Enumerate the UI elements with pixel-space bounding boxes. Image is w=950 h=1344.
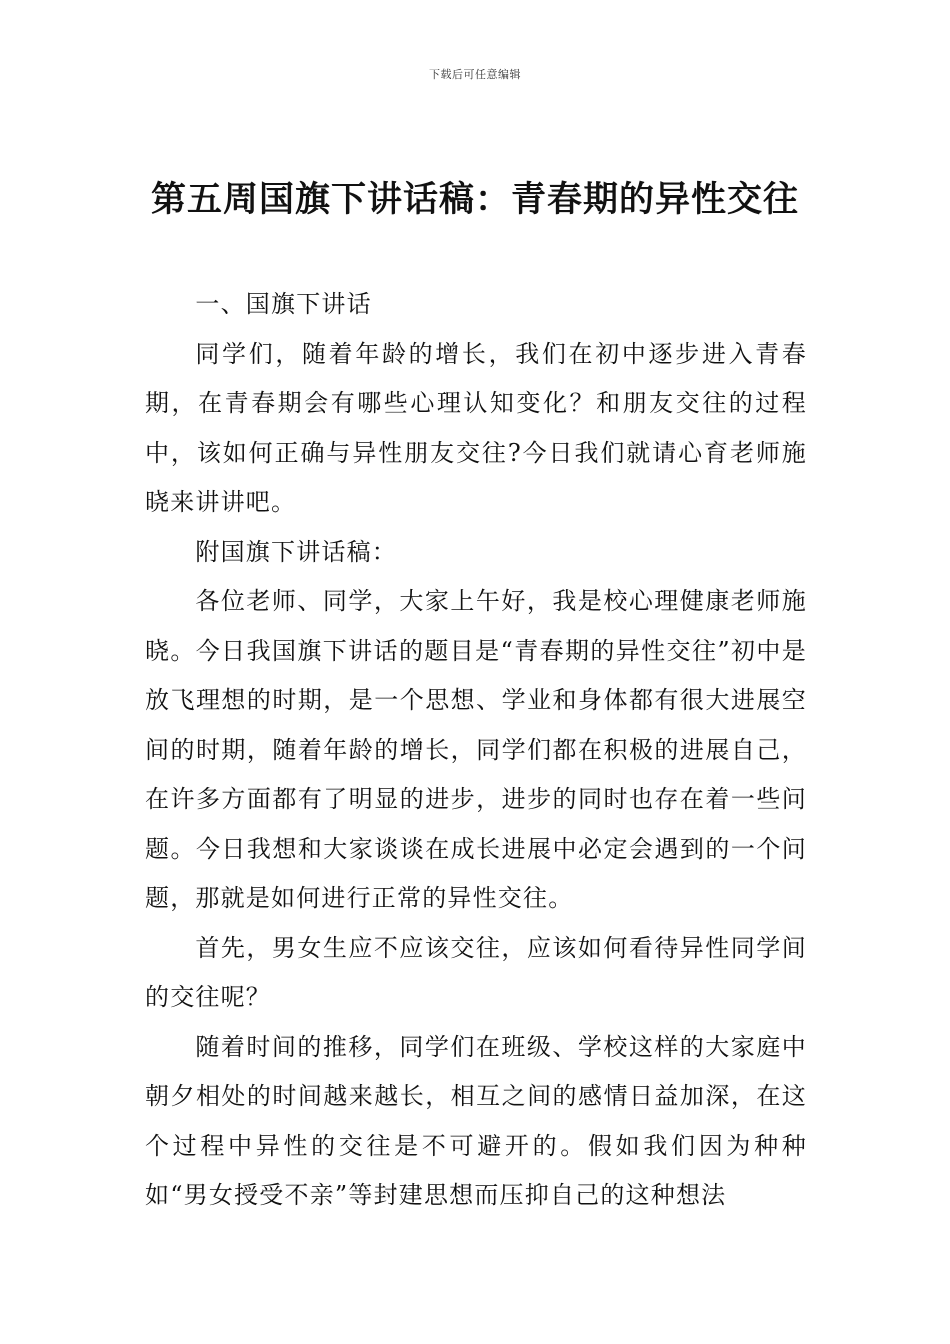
page-title: 第五周国旗下讲话稿：青春期的异性交往: [150, 180, 799, 220]
header-note: 下载后可任意编辑: [429, 68, 521, 81]
document-body: [145, 280, 807, 1221]
paragraph: 同学们，随着年龄的增长，我们在初中逐步进入青春期，在青春期会有哪些心理认知变化？和朋友交往的过程中，该如何正确与异性朋友交往?今日我们就请心育老师施晓来讲讲吧。: [145, 339, 807, 516]
paragraph: 附国旗下讲话稿：: [195, 537, 397, 566]
paragraph: 随着时间的推移，同学们在班级、学校这样的大家庭中朝夕相处的时间越来越长，相互之间的感情日益加深，在这个过程中异性的交往是不可避开的。假如我们因为种种如“男女授受不亲”等封建思想而压抑自己的这种想法: [145, 1032, 807, 1209]
paragraph: 各位老师、同学，大家上午好，我是校心理健康老师施晓。今日我国旗下讲话的题目是“青春期的异性交往”初中是放飞理想的时期，是一个思想、学业和身体都有很大进展空间的时期，随着年龄的增长，同学们都在积极的进展自己，在许多方面都有了明显的进步，进步的同时也存在着一些问题。今日我想和大家谈谈在成长进展中必定会遇到的一个问题，那就是如何进行正常的异性交往。: [145, 587, 807, 912]
paragraph: 首先，男女生应不应该交往，应该如何看待异性同学间的交往呢？: [145, 933, 807, 1011]
section-heading: 一、国旗下讲话: [195, 290, 372, 318]
